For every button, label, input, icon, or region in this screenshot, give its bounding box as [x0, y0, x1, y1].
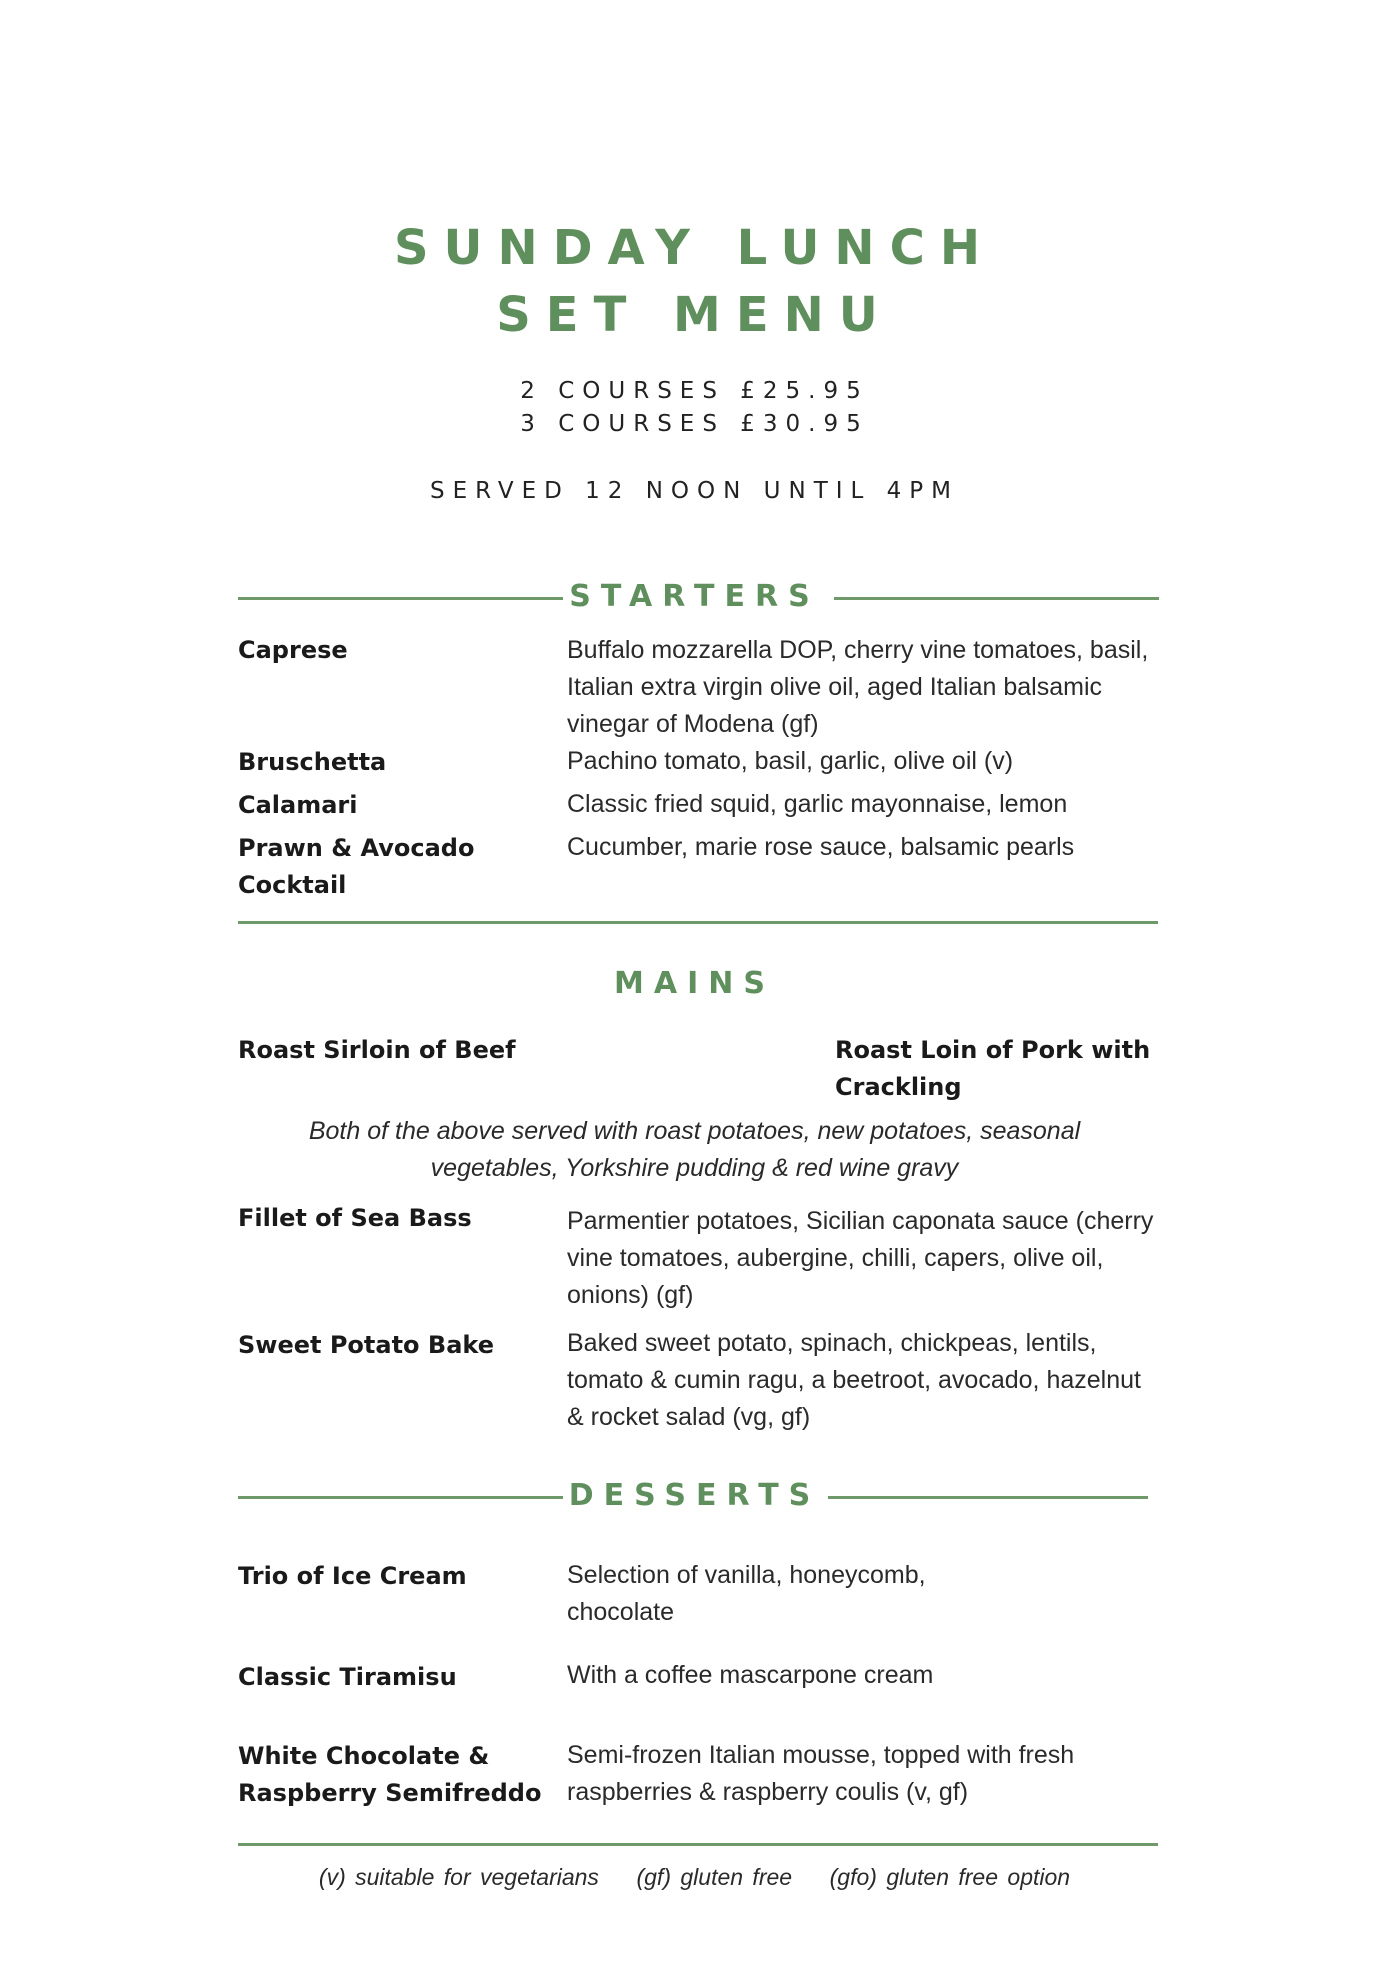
- roast-beef-name: Roast Sirloin of Beef: [238, 1036, 516, 1064]
- dish-description: Selection of vanilla, honeycomb, chocolate: [567, 1561, 926, 1626]
- dish-name: Fillet of Sea Bass: [238, 1204, 472, 1232]
- menu-title-line2: SET MENU: [496, 287, 893, 343]
- dish-name: Classic Tiramisu: [238, 1663, 457, 1691]
- dish-name: Calamari: [238, 791, 358, 819]
- desserts-heading: DESSERTS: [568, 1478, 821, 1513]
- dish-description: Parmentier potatoes, Sicilian caponata sauce (cherry vine tomatoes, aubergine, chilli, capers, olive oil, onions) (gf): [567, 1207, 1154, 1309]
- dish-name: Trio of Ice Cream: [238, 1562, 467, 1590]
- dish-name: Bruschetta: [238, 748, 387, 776]
- dish-description: Cucumber, marie rose sauce, balsamic pearls: [567, 833, 1075, 861]
- section-divider: [238, 1843, 1158, 1846]
- dish-name: Sweet Potato Bake: [238, 1331, 494, 1359]
- menu-title-line1: SUNDAY LUNCH: [393, 220, 995, 276]
- dish-description: Pachino tomato, basil, garlic, olive oil (v): [567, 747, 1014, 775]
- dish-description: Buffalo mozzarella DOP, cherry vine tomatoes, basil, Italian extra virgin olive oil, aged Italian balsamic vinegar of Modena (gf): [567, 636, 1149, 738]
- dish-name: White Chocolate & Raspberry Semifreddo: [238, 1742, 542, 1807]
- starters-rule-right: [834, 597, 1159, 600]
- dietary-key: [0, 1864, 1389, 1891]
- dish-description: With a coffee mascarpone cream: [567, 1661, 934, 1689]
- key-gluten-free: (gf) gluten free: [636, 1864, 793, 1890]
- price-two-courses: 2 COURSES £25.95: [520, 378, 869, 404]
- dish-name: Caprese: [238, 636, 348, 664]
- dish-description: Classic fried squid, garlic mayonnaise, lemon: [567, 790, 1068, 818]
- serving-hours: SERVED 12 NOON UNTIL 4PM: [430, 478, 959, 504]
- key-gluten-free-option: (gfo) gluten free option: [829, 1864, 1071, 1890]
- dish-name: Prawn & Avocado Cocktail: [238, 834, 475, 899]
- roast-accompaniments-note: Both of the above served with roast potatoes, new potatoes, seasonal vegetables, Yorkshire pudding & red wine gravy: [308, 1117, 1081, 1182]
- desserts-rule-right: [828, 1496, 1148, 1499]
- starters-heading: STARTERS: [569, 579, 820, 614]
- roast-pork-name: Roast Loin of Pork with Crackling: [835, 1036, 1151, 1101]
- section-divider: [238, 921, 1158, 924]
- key-vegetarian: (v) suitable for vegetarians: [318, 1864, 599, 1890]
- dish-description: Semi-frozen Italian mousse, topped with fresh raspberries & raspberry coulis (v, gf): [567, 1741, 1075, 1806]
- dish-description: Baked sweet potato, spinach, chickpeas, lentils, tomato & cumin ragu, a beetroot, avocado, hazelnut & rocket salad (vg, gf): [567, 1329, 1141, 1431]
- price-three-courses: 3 COURSES £30.95: [520, 411, 869, 437]
- mains-heading: MAINS: [614, 966, 775, 1001]
